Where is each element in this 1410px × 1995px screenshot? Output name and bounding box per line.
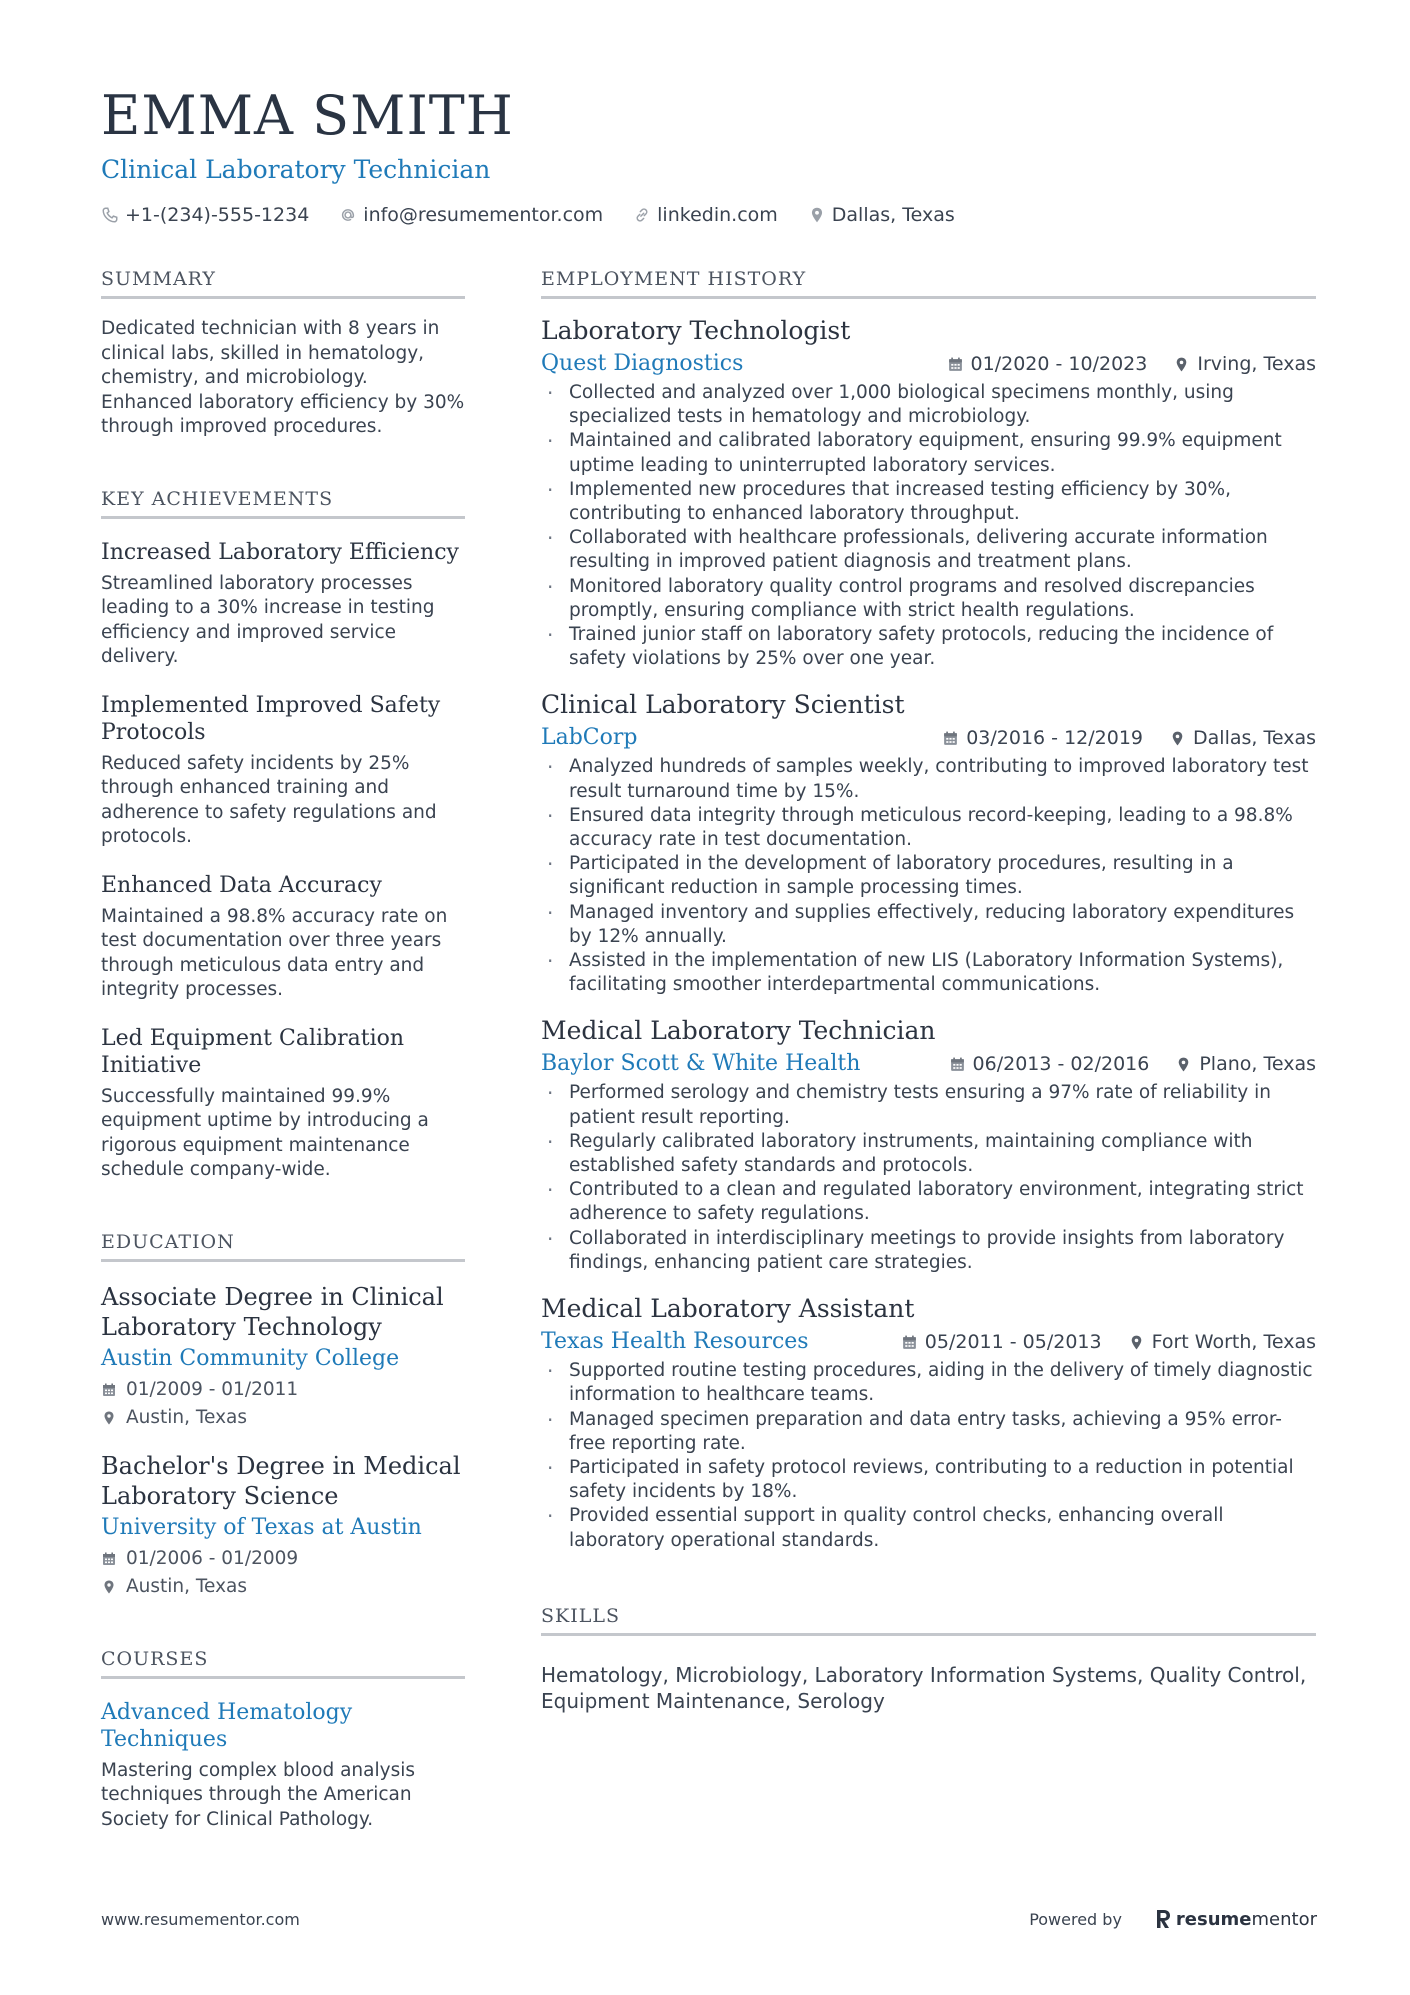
- education-item: [101, 1282, 465, 1431]
- location-text: Dallas, Texas: [831, 204, 955, 226]
- achievements-heading: KEY ACHIEVEMENTS: [101, 488, 465, 519]
- phone-icon: [101, 206, 119, 224]
- achievement-item: [101, 1025, 465, 1183]
- education-location-text: Austin, Texas: [126, 1407, 248, 1428]
- job-entry: [541, 1293, 1316, 1553]
- location-pin-icon: [101, 1410, 117, 1426]
- job-meta: [916, 727, 1316, 749]
- contact-phone[interactable]: [101, 204, 309, 226]
- job-info-row: [541, 1327, 1316, 1357]
- job-bullet: · Participated in the development of laboratory procedures, resulting in a significant reduction in sample processing times.: [541, 852, 1316, 900]
- skills-section: [541, 1605, 1316, 1714]
- job-meta: [875, 1331, 1316, 1353]
- job-company: LabCorp: [541, 725, 638, 751]
- education-item: [101, 1451, 465, 1600]
- location-pin-icon: [808, 206, 826, 224]
- contact-location: [808, 204, 955, 226]
- footer-branding: [1029, 1908, 1317, 1930]
- job-title: Laboratory Technologist: [541, 316, 851, 345]
- brand-bold: resume: [1175, 1908, 1252, 1930]
- calendar-icon: [947, 356, 964, 373]
- job-title: Medical Laboratory Technician: [541, 1016, 936, 1046]
- achievement-title: Increased Laboratory Efficiency: [101, 539, 459, 565]
- job-bullet: · Analyzed hundreds of samples weekly, contributing to improved laboratory test result turnaround time by 15%.: [541, 755, 1316, 803]
- job-location-text: Dallas, Texas: [1193, 727, 1316, 750]
- job-bullet: · Participated in safety protocol reviews, contributing to a reduction in potential safety incidents by 18%.: [541, 1456, 1316, 1504]
- calendar-icon: [901, 1334, 918, 1351]
- job-location-text: Plano, Texas: [1199, 1053, 1316, 1076]
- education-dates: [101, 1378, 465, 1403]
- achievement-item: [101, 872, 465, 1003]
- job-bullet: · Regularly calibrated laboratory instruments, maintaining compliance with established safety standards and protocols.: [541, 1130, 1316, 1178]
- job-info-row: [541, 349, 1316, 379]
- job-company: Quest Diagnostics: [541, 351, 744, 376]
- email-text: info@resumementor.com: [363, 204, 604, 226]
- achievement-text: Successfully maintained 99.9% equipment uptime by introducing a rigorous equipment maintenance schedule company-wide.: [101, 1085, 429, 1180]
- education-degree: Associate Degree in Clinical Laboratory Technology: [101, 1282, 444, 1341]
- job-bullets: [541, 1081, 1316, 1275]
- job-dates-text: 03/2016 - 12/2019: [966, 727, 1144, 750]
- skills-text: Hematology, Microbiology, Laboratory Information Systems, Quality Control, Equipment Maintenance, Serology: [541, 1662, 1307, 1713]
- resumementor-logo-icon: [1154, 1908, 1172, 1930]
- location-pin-icon: [1173, 356, 1190, 373]
- link-icon: [633, 206, 651, 224]
- right-column: [541, 268, 1316, 1714]
- summary-text: Dedicated technician with 8 years in clinical labs, skilled in hematology, chemistry, and microbiology. Enhanced laboratory efficiency by 30% through improved procedures.: [101, 318, 465, 437]
- education-location-text: Austin, Texas: [126, 1576, 248, 1597]
- education-location: [101, 1575, 465, 1600]
- job-bullets: [541, 755, 1316, 997]
- candidate-title: Clinical Laboratory Technician: [101, 155, 491, 184]
- brand-light: mentor: [1251, 1908, 1317, 1930]
- course-item: [101, 1699, 465, 1833]
- job-info-row: [541, 1049, 1316, 1079]
- summary-heading: SUMMARY: [101, 268, 465, 299]
- job-bullets: [541, 381, 1316, 671]
- job-info-row: [541, 723, 1316, 753]
- job-title: Medical Laboratory Assistant: [541, 1294, 915, 1324]
- achievement-title: Enhanced Data Accuracy: [101, 872, 382, 898]
- job-location: [1128, 1331, 1316, 1353]
- job-dates: [901, 1331, 1102, 1353]
- achievement-text: Reduced safety incidents by 25% through enhanced training and adherence to safety regulations and protocols.: [101, 752, 437, 847]
- job-bullet: · Trained junior staff on laboratory safety protocols, reducing the incidence of safety violations by 25% over one year.: [541, 623, 1316, 671]
- contact-bar: [101, 204, 1321, 226]
- calendar-icon: [942, 730, 959, 747]
- job-entry: [541, 1015, 1316, 1275]
- achievement-text: Streamlined laboratory processes leading to a 30% increase in testing efficiency and improved service delivery.: [101, 572, 435, 667]
- job-dates-text: 05/2011 - 05/2013: [924, 1331, 1102, 1354]
- skills-heading: SKILLS: [541, 1605, 1316, 1636]
- courses-heading: COURSES: [101, 1648, 465, 1679]
- at-icon: [339, 206, 357, 224]
- job-bullet: · Collaborated in interdisciplinary meetings to provide insights from laboratory findings, enhancing patient care strategies.: [541, 1227, 1316, 1275]
- job-bullet: · Implemented new procedures that increased testing efficiency by 30%, contributing to enhanced laboratory throughput.: [541, 478, 1316, 526]
- education-dates: [101, 1547, 465, 1572]
- job-title: Clinical Laboratory Scientist: [541, 690, 905, 720]
- job-location: [1169, 727, 1316, 749]
- job-bullets: [541, 1359, 1316, 1553]
- location-pin-icon: [1175, 1056, 1192, 1073]
- job-bullet: · Managed inventory and supplies effectively, reducing laboratory expenditures by 12% annually.: [541, 901, 1316, 949]
- employment-heading: EMPLOYMENT HISTORY: [541, 268, 1316, 299]
- footer-url[interactable]: www.resumementor.com: [101, 1909, 300, 1929]
- job-bullet: · Contributed to a clean and regulated laboratory environment, integrating strict adherence to safety regulations.: [541, 1178, 1316, 1226]
- job-bullet: · Provided essential support in quality control checks, enhancing overall laboratory operational standards.: [541, 1504, 1316, 1552]
- calendar-icon: [101, 1382, 117, 1398]
- job-dates-text: 01/2020 - 10/2023: [970, 353, 1148, 375]
- job-bullet: · Maintained and calibrated laboratory equipment, ensuring 99.9% equipment uptime leading to uninterrupted laboratory services.: [541, 429, 1316, 477]
- job-bullet: · Monitored laboratory quality control programs and resolved discrepancies promptly, ensuring compliance with strict health regulations.: [541, 575, 1316, 623]
- job-dates: [949, 1053, 1150, 1075]
- powered-by-text: Powered by: [1029, 1909, 1122, 1929]
- brand-logo[interactable]: [1154, 1908, 1317, 1930]
- job-meta: [923, 1053, 1316, 1075]
- job-list: [541, 315, 1316, 1553]
- calendar-icon: [101, 1551, 117, 1567]
- location-pin-icon: [1128, 1334, 1145, 1351]
- phone-text: +1-(234)-555-1234: [125, 204, 310, 226]
- job-location-text: Fort Worth, Texas: [1151, 1331, 1316, 1354]
- achievement-title: Led Equipment Calibration Initiative: [101, 1025, 405, 1078]
- job-location: [1175, 1053, 1316, 1075]
- job-dates-text: 06/2013 - 02/2016: [972, 1053, 1150, 1076]
- education-heading: EDUCATION: [101, 1231, 465, 1262]
- job-company: Baylor Scott & White Health: [541, 1051, 861, 1077]
- page-footer: [101, 1908, 1317, 1930]
- education-degree: Bachelor's Degree in Medical Laboratory Science: [101, 1451, 461, 1510]
- contact-linkedin[interactable]: [633, 204, 778, 226]
- job-entry: [541, 315, 1316, 671]
- job-bullet: · Assisted in the implementation of new LIS (Laboratory Information Systems), facilitating smoother interdepartmental communications.: [541, 949, 1316, 997]
- job-bullet: · Managed specimen preparation and data entry tasks, achieving a 95% error-free reporting rate.: [541, 1408, 1316, 1456]
- achievement-text: Maintained a 98.8% accuracy rate on test documentation over three years through meticulous data entry and integrity processes.: [101, 905, 448, 1000]
- candidate-name: EMMA SMITH: [101, 84, 514, 147]
- education-dates-text: 01/2006 - 01/2009: [126, 1547, 299, 1569]
- job-bullet: · Ensured data integrity through meticulous record-keeping, leading to a 98.8% accuracy rate in test documentation.: [541, 804, 1316, 852]
- education-school: University of Texas at Austin: [101, 1514, 422, 1540]
- left-column: [101, 268, 465, 1832]
- achievement-item: [101, 692, 465, 850]
- achievement-title: Implemented Improved Safety Protocols: [101, 692, 441, 745]
- linkedin-text: linkedin.com: [657, 204, 778, 226]
- job-bullet: · Collaborated with healthcare professionals, delivering accurate information resulting in improved patient diagnosis and treatment plans.: [541, 526, 1316, 574]
- education-location: [101, 1406, 465, 1431]
- job-dates: [947, 353, 1148, 375]
- job-bullet: · Performed serology and chemistry tests ensuring a 97% rate of reliability in patient result reporting.: [541, 1081, 1316, 1129]
- education-dates-text: 01/2009 - 01/2011: [126, 1378, 299, 1400]
- achievement-item: [101, 539, 465, 670]
- job-dates: [942, 727, 1143, 749]
- course-title: Advanced Hematology Techniques: [101, 1699, 353, 1752]
- job-location-text: Irving, Texas: [1197, 353, 1316, 375]
- contact-email[interactable]: [339, 204, 603, 226]
- location-pin-icon: [1169, 730, 1186, 747]
- job-bullet: · Collected and analyzed over 1,000 biological specimens monthly, using specialized tests in hematology and microbiology.: [541, 381, 1316, 429]
- course-text: Mastering complex blood analysis techniques through the American Society for Clinical Pathology.: [101, 1759, 415, 1830]
- job-bullet: · Supported routine testing procedures, aiding in the delivery of timely diagnostic information to healthcare teams.: [541, 1359, 1316, 1407]
- education-school: Austin Community College: [101, 1345, 400, 1371]
- job-meta: [921, 353, 1316, 375]
- calendar-icon: [949, 1056, 966, 1073]
- job-location: [1173, 353, 1316, 375]
- job-entry: [541, 689, 1316, 997]
- resume-header: [101, 84, 1321, 226]
- location-pin-icon: [101, 1579, 117, 1595]
- job-company: Texas Health Resources: [541, 1329, 809, 1355]
